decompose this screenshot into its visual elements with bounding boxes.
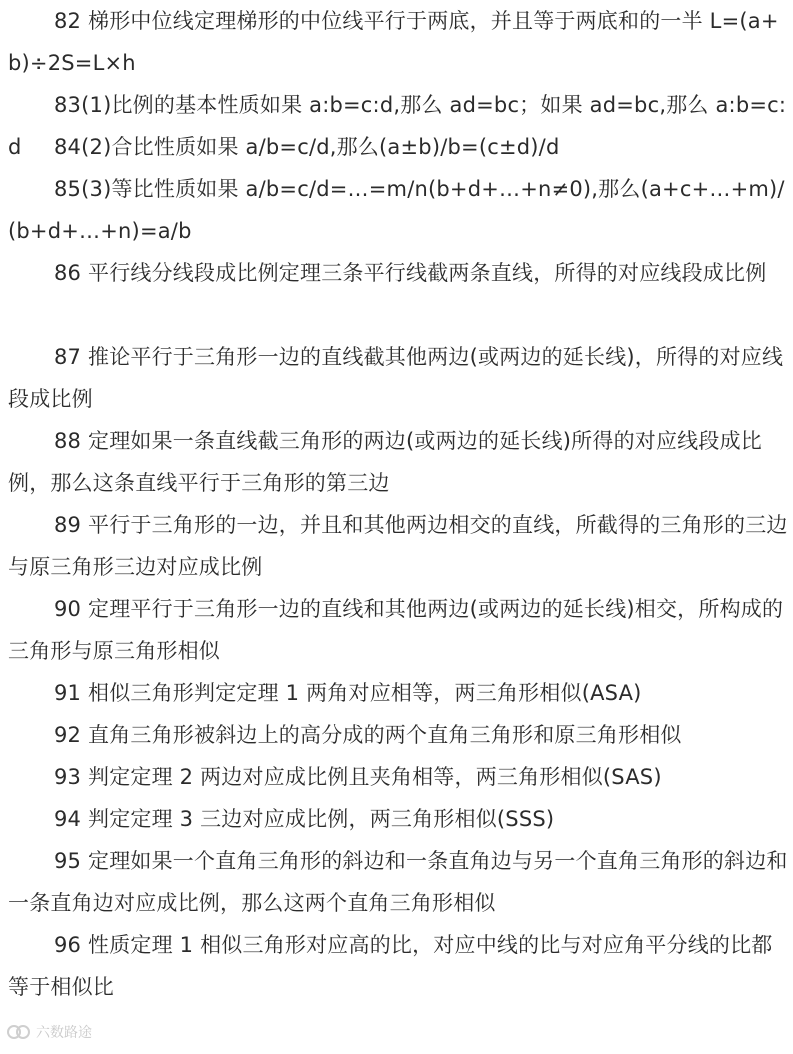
item-94: 94 判定定理 3 三边对应成比例，两三角形相似(SSS) — [54, 807, 555, 831]
item-90: 90 定理平行于三角形一边的直线和其他两边(或两边的延长线)相交，所构成的三角形与原三角形相似 — [8, 597, 784, 663]
item-88: 88 定理如果一条直线截三角形的两边(或两边的延长线)所得的对应线段成比例，那么这条直线平行于三角形的第三边 — [8, 429, 762, 495]
item-87: 87 推论平行于三角形一边的直线截其他两边(或两边的延长线)，所得的对应线段成比例 — [8, 345, 784, 411]
item-89: 89 平行于三角形的一边，并且和其他两边相交的直线，所截得的三角形的三边与原三角形三边对应成比例 — [8, 513, 788, 579]
item-95: 95 定理如果一个直角三角形的斜边和一条直角边与另一个直角三角形的斜边和一条直角边对应成比例，那么这两个直角三角形相似 — [8, 849, 788, 915]
watermark — [6, 1022, 92, 1042]
item-86: 86 平行线分线段成比例定理三条平行线截两条直线，所得的对应线段成比例 — [54, 261, 767, 285]
watermark-text: 六数路途 — [36, 1025, 92, 1041]
watermark-logo-icon — [6, 1022, 32, 1042]
item-83: 83(1)比例的基本性质如果 a:b=c:d,那么 ad=bc；如果 ad=bc,那么 a:b=c:d — [8, 93, 787, 159]
item-84: 84(2)合比性质如果 a/b=c/d,那么(a±b)/b=(c±d)/d — [54, 135, 560, 159]
item-93: 93 判定定理 2 两边对应成比例且夹角相等，两三角形相似(SAS) — [54, 765, 662, 789]
item-92: 92 直角三角形被斜边上的高分成的两个直角三角形和原三角形相似 — [54, 723, 682, 747]
item-91: 91 相似三角形判定定理 1 两角对应相等，两三角形相似(ASA) — [54, 681, 642, 705]
item-96: 96 性质定理 1 相似三角形对应高的比，对应中线的比与对应角平分线的比都等于相似比 — [8, 933, 773, 999]
item-82: 82 梯形中位线定理梯形的中位线平行于两底，并且等于两底和的一半 L=(a+b)÷2S=L×h — [8, 9, 779, 75]
item-85: 85(3)等比性质如果 a/b=c/d=…=m/n(b+d+…+n≠0),那么(a+c+…+m)/(b+d+…+n)=a/b — [8, 177, 785, 243]
